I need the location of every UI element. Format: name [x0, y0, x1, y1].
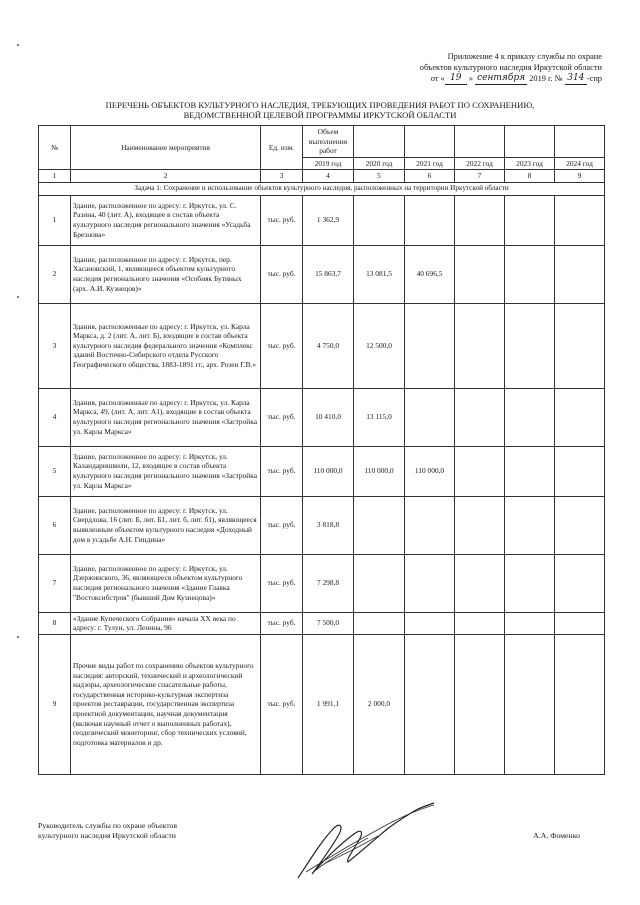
row-value [354, 554, 405, 612]
row-value [455, 245, 505, 303]
row-unit: тыс. руб. [261, 303, 303, 388]
scan-speck [17, 636, 19, 638]
header-year-2022: 2022 год [455, 157, 505, 170]
row-name: Прочие виды работ по сохранению объектов культурного наследия: авторский, технический и археологический надзоры, археологические спасательные работы, государственная историко-культурная экспертиза проектов реставрации, государственная экспертиза проектной документации, научная документация (включая научный отчет о выполненных работах), геодезический мониторинг, сбор технических условий, подготовка материалов и др. [71, 634, 261, 774]
row-value [405, 634, 455, 774]
row-number: 9 [39, 634, 71, 774]
row-value [505, 612, 555, 634]
row-value [455, 195, 505, 245]
row-name: Здание, расположенное по адресу: г. Иркутск, ул. Каландаришвили, 12, входящее в состав объекта культурного наследия регионального значения «Застройка ул. Карла Маркса» [71, 446, 261, 496]
doc-number-handwritten: 314 [565, 73, 587, 85]
table-row [39, 612, 605, 634]
row-value [555, 612, 605, 634]
row-unit: тыс. руб. [261, 496, 303, 554]
row-value [505, 388, 555, 446]
date-year: 2019 г. № [529, 74, 563, 84]
row-value: 4 750,0 [303, 303, 354, 388]
row-value [405, 388, 455, 446]
row-name: Здания, расположенные по адресу: г. Иркутск, ул. Карла Маркса, д. 2 (лит. А, лит. Б), входящие в состав объекта культурного наследия федерального значения «Комплекс зданий Восточно-Сибирского отдела Русского Географического общества, 1883-1891 гг., арх. Розен Г.В.» [71, 303, 261, 388]
row-unit: тыс. руб. [261, 245, 303, 303]
col-number: 7 [455, 170, 505, 183]
row-value [555, 446, 605, 496]
col-number: 2 [71, 170, 261, 183]
row-value: 3 818,8 [303, 496, 354, 554]
row-value [555, 303, 605, 388]
document-title [0, 100, 640, 121]
row-value [405, 554, 455, 612]
row-name: Здание, расположенное по адресу: г. Иркутск, ул. Дзержинского, 36, являющееся объектом культурного наследия регионального значения «Здание Главка "Востоксибстроя" (бывший Дом Кузнецова)» [71, 554, 261, 612]
col-number: 1 [39, 170, 71, 183]
row-value [505, 554, 555, 612]
appendix-date-line [342, 73, 602, 85]
row-value: 7 298,8 [303, 554, 354, 612]
row-value [405, 612, 455, 634]
table-row [39, 195, 605, 245]
header-year-2021: 2021 год [405, 157, 455, 170]
row-number: 8 [39, 612, 71, 634]
row-unit: тыс. руб. [261, 388, 303, 446]
table-row [39, 554, 605, 612]
row-value: 10 410,0 [303, 388, 354, 446]
signatory-position [38, 821, 177, 841]
header-year-2020: 2020 год [354, 157, 405, 170]
header-blank-2022 [455, 126, 505, 158]
date-month-handwritten: сентября [477, 73, 526, 84]
row-value: 1 362,9 [303, 195, 354, 245]
row-value [455, 388, 505, 446]
row-value: 1 991,1 [303, 634, 354, 774]
table-row [39, 634, 605, 774]
row-value [354, 496, 405, 554]
col-number: 4 [303, 170, 354, 183]
row-unit: тыс. руб. [261, 554, 303, 612]
task-heading: Задача 1: Сохранение и использование объектов культурного наследия, расположенных на территории Иркутской области [39, 182, 605, 195]
row-value: 110 000,0 [354, 446, 405, 496]
row-value [555, 245, 605, 303]
row-value: 13 115,0 [354, 388, 405, 446]
row-value [455, 634, 505, 774]
header-blank-2021 [405, 126, 455, 158]
table-row [39, 446, 605, 496]
table-row [39, 388, 605, 446]
date-suffix: -спр [586, 74, 602, 84]
row-value: 110 000,0 [405, 446, 455, 496]
row-value [555, 195, 605, 245]
row-number: 4 [39, 388, 71, 446]
row-value [555, 496, 605, 554]
works-table [38, 125, 605, 775]
col-number: 3 [261, 170, 303, 183]
appendix-line-2: объектов культурного наследия Иркутской области [419, 62, 602, 72]
scan-speck [17, 44, 19, 46]
row-number: 6 [39, 496, 71, 554]
row-value [405, 195, 455, 245]
row-value [555, 388, 605, 446]
row-number: 2 [39, 245, 71, 303]
col-number: 9 [555, 170, 605, 183]
row-name: Здание, расположенное по адресу: г. Иркутск, ул. С. Разина, 40 (лит. А), входящее в состав объекта культурного наследия регионального значения «Усадьба Брезнова» [71, 195, 261, 245]
row-value: 40 696,5 [405, 245, 455, 303]
table-row [39, 303, 605, 388]
row-number: 7 [39, 554, 71, 612]
header-num: № [39, 126, 71, 170]
row-name: Здания, расположенные по адресу: г. Иркутск, ул. Карла Маркса, 49, (лит. А, лит. А1), входящие в состав объекта культурного наследия регионального значения «Застройка ул. Карла Маркса» [71, 388, 261, 446]
row-value [455, 612, 505, 634]
header-blank-2020 [354, 126, 405, 158]
table-row [39, 245, 605, 303]
row-name: Здание, расположенное по адресу: г. Иркутск, пер. Хасановский, 1, являющееся объектом культурного наследия регионального значения «Особняк Бутиных (арх. А.И. Кузнецов)» [71, 245, 261, 303]
position-line-1: Руководитель службы по охране объектов [38, 821, 178, 830]
row-number: 5 [39, 446, 71, 496]
row-name: «Здание Купеческого Собрания» начала XX века по адресу: г. Тулун, ул. Ленина, 96 [71, 612, 261, 634]
col-number: 5 [354, 170, 405, 183]
col-number: 6 [405, 170, 455, 183]
row-value [505, 496, 555, 554]
row-unit: тыс. руб. [261, 612, 303, 634]
row-value [405, 496, 455, 554]
row-value [455, 496, 505, 554]
row-value: 2 000,0 [354, 634, 405, 774]
row-value [505, 245, 555, 303]
row-value [455, 303, 505, 388]
row-unit: тыс. руб. [261, 446, 303, 496]
position-line-2: культурного наследия Иркутской области [38, 831, 176, 841]
row-unit: тыс. руб. [261, 195, 303, 245]
table-row [39, 496, 605, 554]
date-day-handwritten: 19 [445, 73, 467, 85]
signatory-name: А.А. Фоменко [533, 831, 580, 840]
header-year-2019: 2019 год [303, 157, 354, 170]
title-line-2: ВЕДОМСТВЕННОЙ ЦЕЛЕВОЙ ПРОГРАММЫ ИРКУТСКОЙ ОБЛАСТИ [183, 110, 457, 121]
signature-image [288, 800, 438, 882]
row-value [505, 634, 555, 774]
header-blank-2024 [555, 126, 605, 158]
header-name: Наименование мероприятия [71, 126, 261, 170]
row-value [555, 554, 605, 612]
row-name: Здание, расположенное по адресу: г. Иркутск, ул. Свердлова, 16 (лит. Б, лит. Б1, лит. б, лит. б1), являющееся выявленным объектом культурного наследия «Доходный дом в усадьбе А.Н. Гиндина» [71, 496, 261, 554]
date-mid: » [468, 74, 474, 84]
row-value [505, 195, 555, 245]
row-value [455, 554, 505, 612]
row-unit: тыс. руб. [261, 634, 303, 774]
col-number: 8 [505, 170, 555, 183]
title-line-1: ПЕРЕЧЕНЬ ОБЪЕКТОВ КУЛЬТУРНОГО НАСЛЕДИЯ, ТРЕБУЮЩИХ ПРОВЕДЕНИЯ РАБОТ ПО СОХРАНЕНИЮ, [105, 100, 535, 110]
header-year-2023: 2023 год [505, 157, 555, 170]
row-value [555, 634, 605, 774]
row-value: 13 081,5 [354, 245, 405, 303]
header-year-2024: 2024 год [555, 157, 605, 170]
row-value: 110 000,0 [303, 446, 354, 496]
row-value: 15 863,7 [303, 245, 354, 303]
row-number: 1 [39, 195, 71, 245]
header-volume: Объем выполнения работ [303, 126, 354, 158]
appendix-header [342, 52, 602, 85]
header-blank-2023 [505, 126, 555, 158]
row-value: 12 500,0 [354, 303, 405, 388]
date-prefix: от « [430, 74, 445, 84]
row-value [405, 303, 455, 388]
header-unit: Ед. изм. [261, 126, 303, 170]
appendix-line-1: Приложение 4 к приказу службы по охране [447, 52, 602, 61]
row-value [354, 195, 405, 245]
row-value [505, 446, 555, 496]
row-number: 3 [39, 303, 71, 388]
row-value [455, 446, 505, 496]
row-value: 7 500,0 [303, 612, 354, 634]
scan-speck [17, 296, 19, 298]
row-value [505, 303, 555, 388]
column-numbers-row [39, 170, 605, 183]
row-value [354, 612, 405, 634]
